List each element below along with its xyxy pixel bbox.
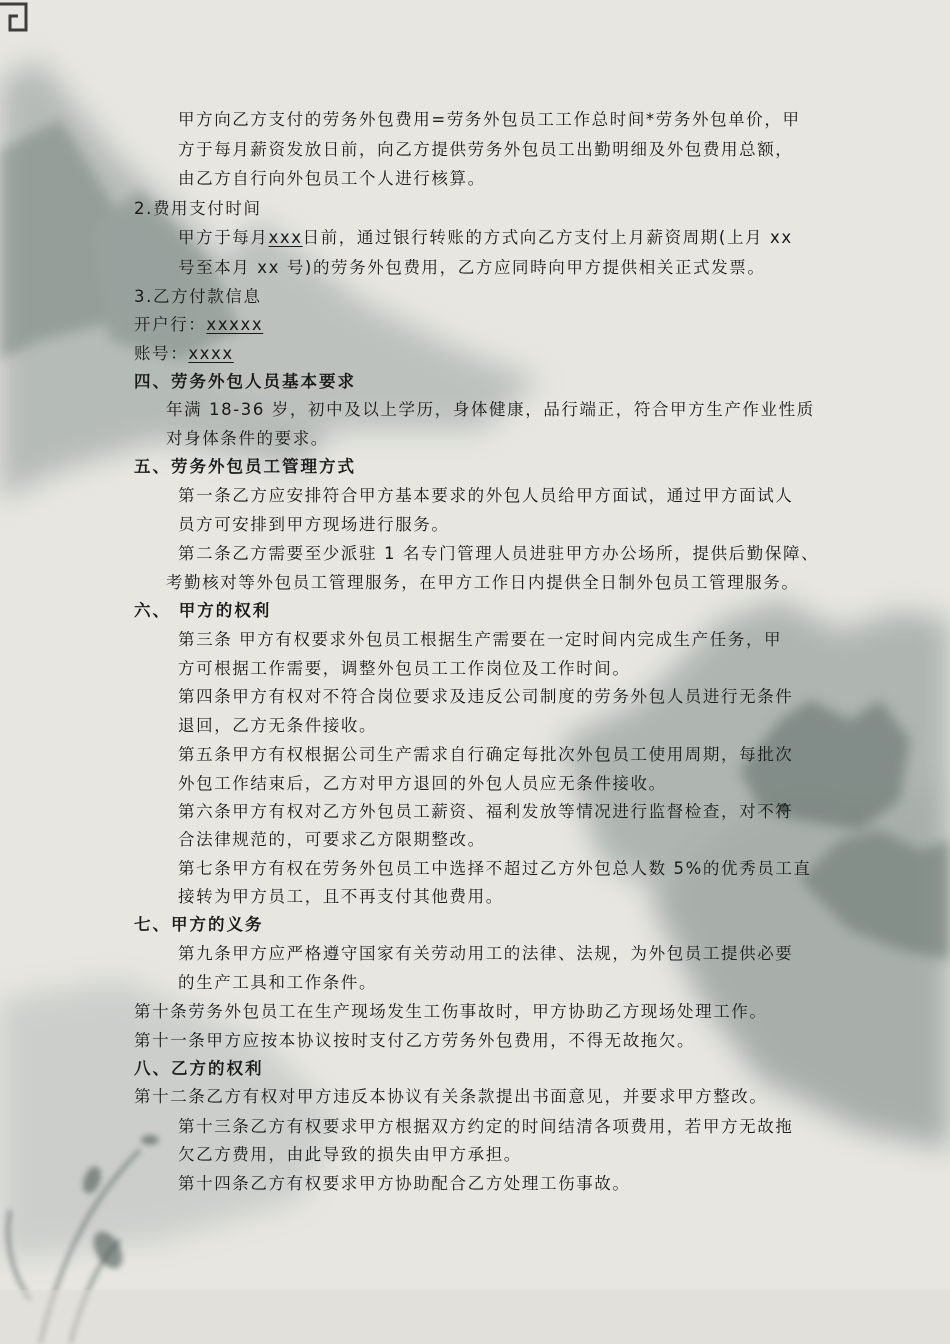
section-heading: 四、劳务外包人员基本要求 [134,372,356,391]
paragraph-line: 对身体条件的要求。 [166,429,329,448]
paragraph-line: 欠乙方费用，由此导致的损失由甲方承担。 [178,1145,522,1164]
paragraph-line: 方可根据工作需要，调整外包员工工作岗位及工作时间。 [178,659,631,678]
blank-day-field: xxx [268,228,303,247]
paragraph-line: 考勤核对等外包员工管理服务，在甲方工作日内提供全日制外包员工管理服务。 [166,573,800,592]
bank-label: 开户行： [134,315,207,334]
paragraph-line: 年满 18-36 岁，初中及以上学历，身体健康，品行端正，符合甲方生产作业性质 [166,400,815,419]
paragraph-line: 第七条甲方有权在劳务外包员工中选择不超过乙方外包总人数 5%的优秀员工直 [178,859,812,878]
paragraph-line: 第五条甲方有权根据公司生产需求自行确定每批次外包员工使用周期，每批次 [178,745,794,764]
paragraph-line: 第十条劳务外包员工在生产现场发生工伤事故时，甲方协助乙方现场处理工作。 [134,1002,768,1021]
paragraph-line: 第十三条乙方有权要求甲方根据双方约定的时间结清各项费用，若甲方无故拖 [178,1117,794,1136]
paragraph-line: 第一条乙方应安排符合甲方基本要求的外包人员给甲方面试，通过甲方面试人 [178,486,794,505]
paragraph-line: 号至本月 xx 号)的劳务外包费用，乙方应同時向甲方提供相关正式发票。 [178,258,766,277]
paragraph-line: 第三条 甲方有权要求外包员工根据生产需要在一定时间内完成生产任务，甲 [178,630,783,649]
paragraph-line: 甲方向乙方支付的劳务外包费用=劳务外包员工工作总时间*劳务外包单价，甲 [178,110,801,129]
paragraph-line: 接转为甲方员工，且不再支付其他费用。 [178,887,504,906]
paragraph-line: 员方可安排到甲方现场进行服务。 [178,515,450,534]
account-label: 账号： [134,344,189,363]
section-heading: 六、 甲方的权利 [134,601,272,620]
paragraph-line: 的生产工具和工作条件。 [178,973,378,992]
paragraph-line: 第二条乙方需要至少派驻 1 名专门管理人员进驻甲方办公场所，提供后勤保障、 [178,544,820,563]
bank-line [134,314,263,336]
line-text: 日前，通过银行转账的方式向乙方支付上月薪资周期(上月 xx [302,228,793,247]
paragraph-line: 外包工作结束后，乙方对甲方退回的外包人员应无条件接收。 [178,774,667,793]
paragraph-line [178,227,793,249]
account-line [134,343,234,365]
section-heading: 八、乙方的权利 [134,1059,264,1078]
line-text: 甲方于每月 [178,228,269,247]
paragraph-line: 第九条甲方应严格遵守国家有关劳动用工的法律、法规，为外包员工提供必要 [178,944,794,963]
section-heading: 七、甲方的义务 [134,915,264,934]
subsection-heading: 2.费用支付时间 [134,199,262,218]
paragraph-line: 第十四条乙方有权要求甲方协助配合乙方处理工伤事故。 [178,1174,631,1193]
paragraph-line: 退回，乙方无条件接收。 [178,716,378,735]
account-value: xxxx [188,344,234,363]
paragraph-line: 方于每月薪资发放日前，向乙方提供劳务外包员工出勤明细及外包费用总额， [178,140,794,159]
paragraph-line: 第十二条乙方有权对甲方违反本协议有关条款提出书面意见，并要求甲方整改。 [134,1087,768,1106]
subsection-heading: 3.乙方付款信息 [134,287,262,306]
paragraph-line: 合法律规范的，可要求乙方限期整改。 [178,830,486,849]
paragraph-line: 由乙方自行向外包员工个人进行核算。 [178,169,486,188]
paragraph-line: 第四条甲方有权对不符合岗位要求及违反公司制度的劳务外包人员进行无条件 [178,687,794,706]
bank-value: xxxxx [206,315,264,334]
section-heading: 五、劳务外包员工管理方式 [134,457,356,476]
paragraph-line: 第六条甲方有权对乙方外包员工薪资、福利发放等情况进行监督检查，对不符 [178,802,794,821]
paragraph-line: 第十一条甲方应按本协议按时支付乙方劳务外包费用，不得无故拖欠。 [134,1031,696,1050]
corner-ornament [0,0,40,40]
